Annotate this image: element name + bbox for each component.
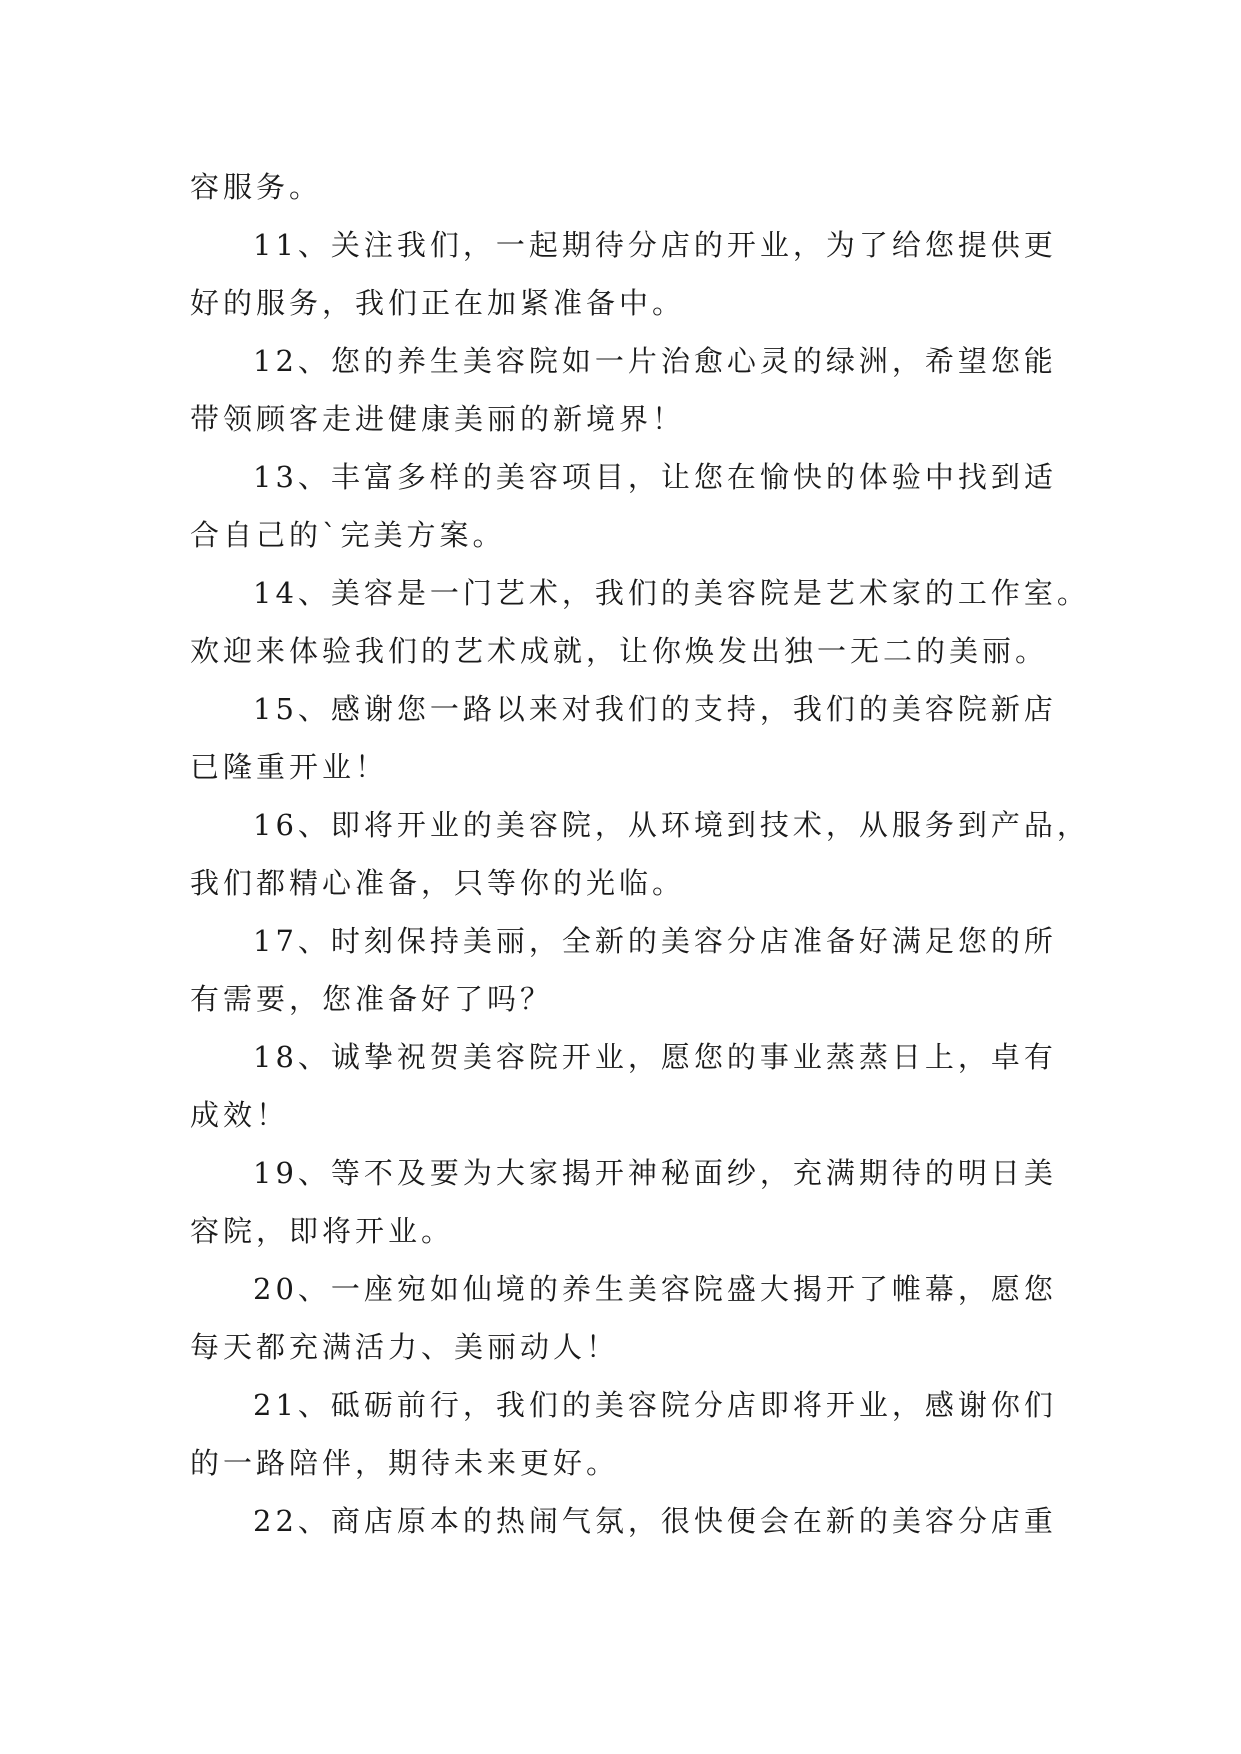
text-line: 14、美容是一门艺术，我们的美容院是艺术家的工作室。 <box>253 576 1090 610</box>
text-line: 11、关注我们，一起期待分店的开业，为了给您提供更 <box>253 228 1057 262</box>
text-line: 19、等不及要为大家揭开神秘面纱，充满期待的明日美 <box>253 1156 1057 1190</box>
text-line: 13、丰富多样的美容项目，让您在愉快的体验中找到适 <box>253 460 1057 494</box>
text-line: 20、一座宛如仙境的养生美容院盛大揭开了帷幕，愿您 <box>253 1272 1057 1306</box>
text-line: 欢迎来体验我们的艺术成就，让你焕发出独一无二的美丽。 <box>190 634 1049 668</box>
text-line: 有需要，您准备好了吗？ <box>190 982 554 1016</box>
text-line: 16、即将开业的美容院，从环境到技术，从服务到产品， <box>253 808 1090 842</box>
text-line: 已隆重开业！ <box>190 750 389 784</box>
text-line: 成效！ <box>190 1098 290 1132</box>
text-line: 21、砥砺前行，我们的美容院分店即将开业，感谢你们 <box>253 1388 1057 1422</box>
text-line: 容服务。 <box>190 170 323 204</box>
text-line: 好的服务，我们正在加紧准备中。 <box>190 286 686 320</box>
text-line: 15、感谢您一路以来对我们的支持，我们的美容院新店 <box>253 692 1057 726</box>
text-line: 每天都充满活力、美丽动人！ <box>190 1330 620 1364</box>
text-line: 我们都精心准备，只等你的光临。 <box>190 866 686 900</box>
document-body <box>190 158 1090 1550</box>
text-line: 带领顾客走进健康美丽的新境界！ <box>190 402 686 436</box>
text-line: 12、您的养生美容院如一片治愈心灵的绿洲，希望您能 <box>253 344 1057 378</box>
text-line: 的一路陪伴，期待未来更好。 <box>190 1446 620 1480</box>
text-line: 容院，即将开业。 <box>190 1214 455 1248</box>
text-line: 22、商店原本的热闹气氛，很快便会在新的美容分店重 <box>253 1504 1057 1538</box>
text-line: 17、时刻保持美丽，全新的美容分店准备好满足您的所 <box>253 924 1057 958</box>
text-line: 18、诚挚祝贺美容院开业，愿您的事业蒸蒸日上，卓有 <box>253 1040 1057 1074</box>
text-line: 合自己的`完美方案。 <box>190 518 506 552</box>
